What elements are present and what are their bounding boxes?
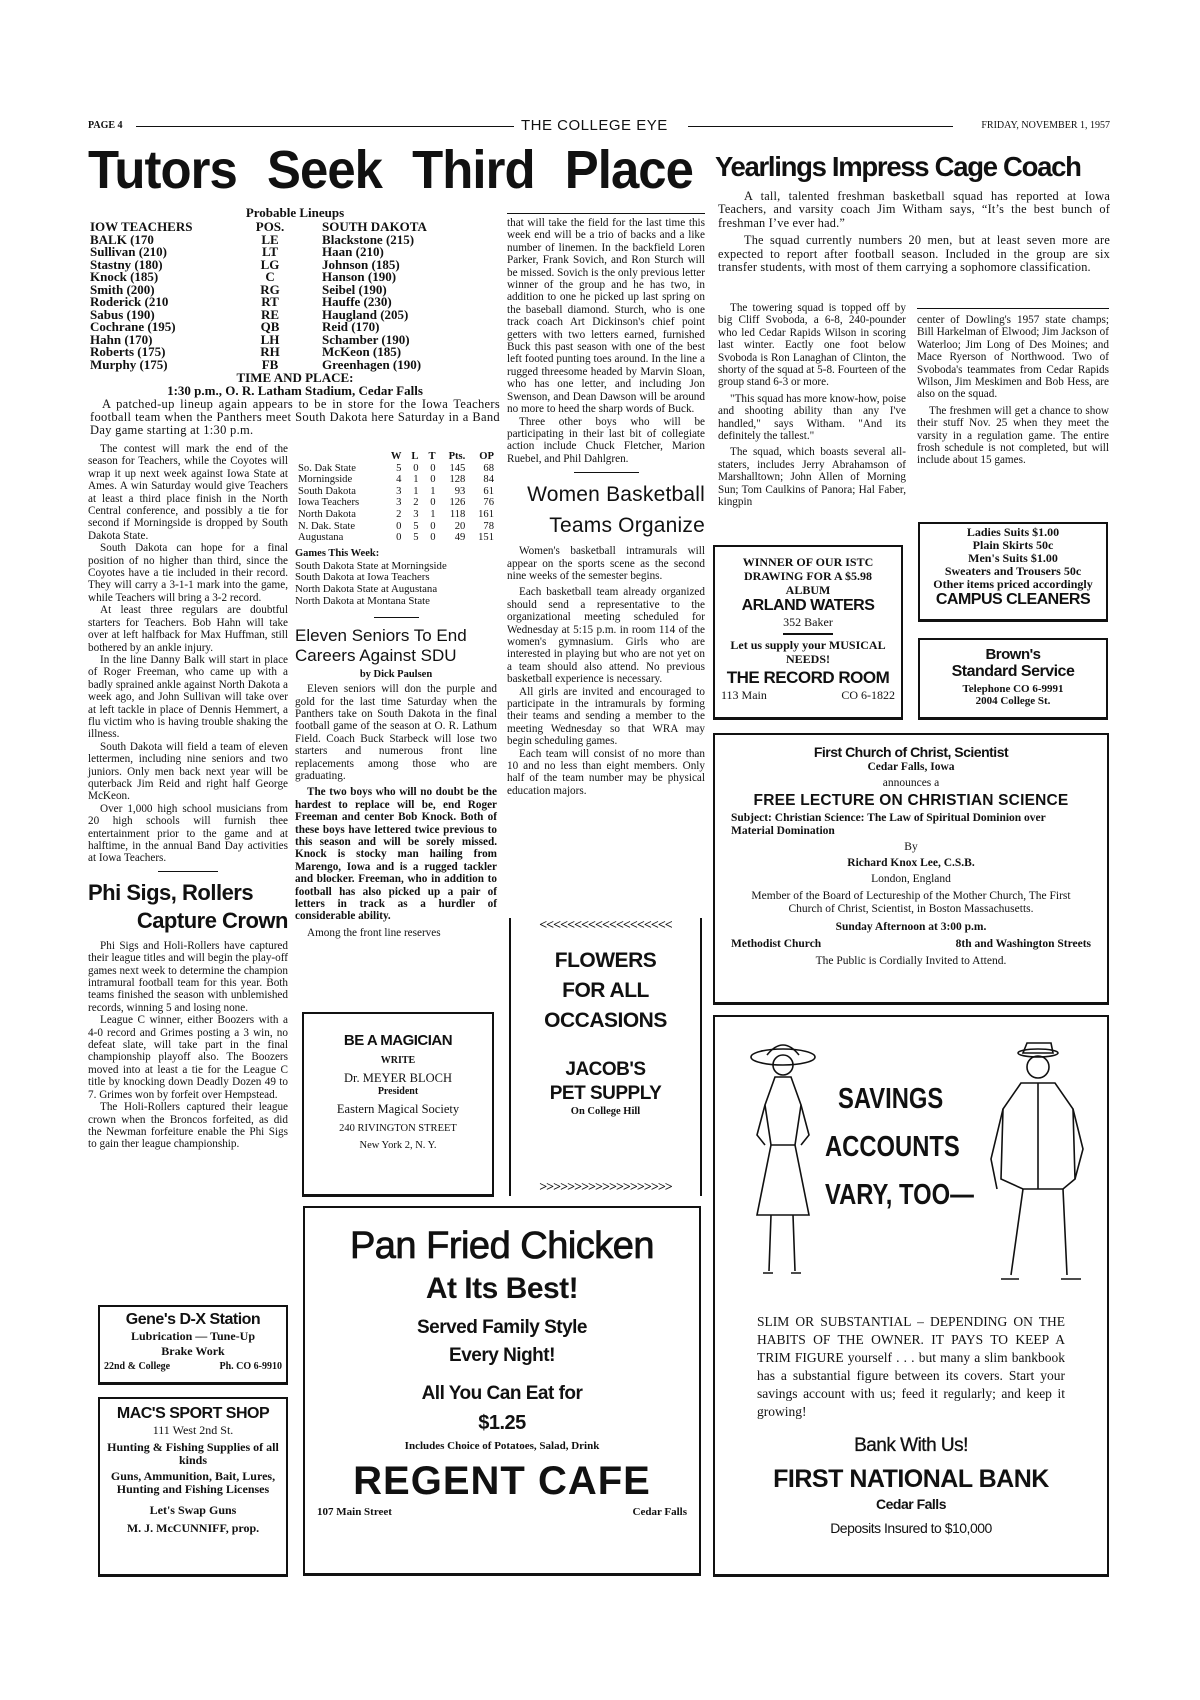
position: LH <box>260 331 280 347</box>
ad-line: President <box>377 1086 419 1097</box>
game-item: North Dakota at Montana State <box>295 594 430 607</box>
woman-illustration <box>735 1035 835 1285</box>
standings-cell: North Dakota <box>298 508 356 520</box>
ad-magician <box>302 1012 494 1197</box>
ad-line: By <box>904 841 918 853</box>
standings-row <box>295 521 497 533</box>
ad-subject: Subject: Christian Science: The Law of Spiritual Dominion over Material Domination <box>731 812 1046 837</box>
home-player: Hahn (170) <box>90 331 153 347</box>
home-player: Murphy (175) <box>90 356 168 372</box>
page-number: PAGE 4 <box>88 120 123 131</box>
paragraph: Three other boys who will be participating in their last bit of collegiate action include Chuck Fletcher, Marion Ruebel, and Phil Dahlgren. <box>507 415 705 465</box>
ad-line: Dr. MEYER BLOCH <box>344 1071 452 1085</box>
ad-line: M. J. McCUNNIFF, prop. <box>126 1521 260 1535</box>
ad-insured: Deposits Insured to $10,000 <box>830 1520 992 1536</box>
position: LT <box>261 244 279 259</box>
standings-cell: 145 <box>449 462 466 474</box>
away-player: Hanson (190) <box>322 269 397 284</box>
paragraph: Each team will consist of no more than 10 and no less than eight members. Only half of the team number may be physical education majors. <box>507 747 705 797</box>
standings-cell: 118 <box>449 508 466 520</box>
position: QB <box>260 319 280 334</box>
ad-first-national-bank <box>713 1015 1109 1577</box>
ad-city: Cedar Falls <box>876 1496 946 1512</box>
standings-cell: 0 <box>430 520 436 532</box>
standings-cell: 0 <box>396 520 402 532</box>
paragraph: The towering squad is topped off by big Cliff Svoboda, a 6-8, 240-pounder who led Cedar Rapids Wilson in scoring last winter. Eactly one foot below Svoboda is Ron Lanaghan of Clinton, the shorty of the squad at 5-8. Fourteen of the group stand 6-3 or more. <box>718 302 906 389</box>
paragraph: A tall, talented freshman basketball squad has reported at Iowa Teachers, and varsity coach Jim Witham says, “It’s the best bunch of freshman I’ve ever had.” <box>718 189 1110 230</box>
standings-cell: 49 <box>454 532 466 544</box>
ad-price-list <box>924 526 1102 591</box>
ad-phone: Ph. CO 6-9910 <box>219 1361 282 1372</box>
standings-row <box>295 497 497 509</box>
position: FB <box>261 356 279 372</box>
ad-name: FIRST NATIONAL BANK <box>773 1465 1049 1493</box>
price-line: Men's Suits $1.00 <box>968 551 1058 565</box>
paragraph: that will take the field for the last time this week end will be a trio of backs and a like number of linemen. In the backfield Loren Parker, Frank Sovich, and Ron Sturch will be missed. Sovich is the only previous letter winner of the group and he has two, in addition to one he picked up last spring on the baseball diamond. Sturch, who is one track coach Art Dickinson's chief point getters with two letters earned, furnished Buck this past season with one of the best left footed punting toes around. In the line a rugged threesome headed by Marvin Sloan, who has one letter, and including Jon Swenson, and Dean Dawson will be around no more to heed the sharp words of Buck. <box>507 217 705 416</box>
byline: by Dick Paulsen <box>359 669 433 681</box>
ad-line: Eastern Magical Society <box>336 1102 460 1116</box>
game-item: North Dakota State at Augustana <box>295 582 438 595</box>
ad-flowers-pet-supply <box>509 918 702 1196</box>
standings-cell: South Dakota <box>298 485 356 497</box>
standings-cell: Augustana <box>298 532 344 544</box>
col-head: POS. <box>255 219 285 234</box>
yearlings-col-b <box>917 308 1109 467</box>
paragraph: The freshmen will get a chance to show their stuff Nov. 25 when they meet the varsity in a regulation game. The entire frosh schedule is not completed, but will include about 15 games. <box>917 404 1109 467</box>
ad-phone: CO 6-1822 <box>841 688 895 702</box>
standings-table <box>295 451 497 544</box>
lineup-table <box>90 221 500 371</box>
away-player: Schamber (190) <box>322 331 410 347</box>
standings-row <box>295 532 497 544</box>
paragraph: "This squad has more know-how, poise and shooting ability than any I've handled," says Witham. "And its definitely the tallest." <box>718 392 906 443</box>
standings-cell: 0 <box>430 462 436 474</box>
standings-cell: 78 <box>483 520 494 532</box>
home-player: Smith (200) <box>90 281 155 297</box>
ad-line: All You Can Eat for <box>421 1383 583 1404</box>
rule <box>688 126 953 127</box>
standings-cell: 0 <box>396 532 402 544</box>
home-player: Sullivan (210) <box>90 244 167 259</box>
standings-cell: 2 <box>396 508 402 520</box>
standings-cell: L <box>411 451 419 462</box>
ad-address: 113 Main <box>721 688 767 702</box>
paragraph: Among the front line reserves <box>307 926 441 939</box>
standings-cell: Morningside <box>298 474 353 486</box>
ad-line: At Its Best! <box>425 1272 579 1305</box>
ad-line: Member of the Board of Lectureship of the Mother Church, The First Church of Christ, Scientist, in Boston Massachusetts. <box>751 890 1071 915</box>
ad-campus-cleaners <box>918 522 1108 622</box>
chevron-border-bottom: >>>>>>>>>>>>>>>>>>> <box>539 1180 672 1195</box>
paragraph: South Dakota will field a team of eleven lettermen, including nine seniors and two juniors. Only men back next year will be quterback Jim Reid and right half George McKeon. <box>88 740 288 803</box>
standings-cell: 76 <box>483 497 494 509</box>
paragraph: The Holi-Rollers captured their league crown when the Broncos forfeited, as did the Newman forfeiture enable the Phi Sigs to gain ther league championship. <box>88 1101 288 1151</box>
ad-title: JACOB'S <box>565 1059 646 1080</box>
ad-line: On College Hill <box>570 1106 641 1117</box>
ad-title-text: THE RECORD ROOM <box>726 668 890 687</box>
ad-address: 22nd & College <box>104 1361 171 1372</box>
ad-macs-sport-shop <box>98 1397 288 1577</box>
tutors-story <box>88 443 288 1151</box>
chevron-border-top: <<<<<<<<<<<<<<<<<<< <box>539 918 672 933</box>
ad-line: Cedar Falls, Iowa <box>867 761 955 773</box>
ad-headline-line: ACCOUNTS <box>825 1131 960 1163</box>
paragraph: League C winner, either Boozers with a 4-0 record and Grimes posting a 3 win, no defeat slate, will take part in the final championship playoff also. The Boozers moved into at least a tie for the League C title by knocking down Deadly Dozen 49 to 7. Grimes won by forfeit over Hempstead. <box>88 1014 288 1101</box>
ad-title: MAC'S SPORT SHOP <box>116 1405 270 1422</box>
ad-title <box>924 591 1102 609</box>
standings-cell: T <box>428 451 436 462</box>
standings-cell: 20 <box>454 520 466 532</box>
divider <box>917 308 1109 309</box>
standings-cell: So. Dak State <box>298 462 356 474</box>
away-player: McKeon (185) <box>322 344 402 359</box>
divider <box>783 633 833 635</box>
position: RE <box>260 306 280 322</box>
headline-yearlings <box>715 150 1110 184</box>
ad-line: Includes Choice of Potatoes, Salad, Drink <box>404 1440 600 1452</box>
ad-city: Cedar Falls <box>632 1506 687 1518</box>
standings-cell: 3 <box>396 497 402 509</box>
paragraph: center of Dowling's 1957 state champs; Bill Harkelman of Elwood; Jim Jackson of Waterloo; Jim Long of Des Moines; and Mace Ryerson of Northwood. Two of Svoboda's teammates from Cedar Rapids Wilson, Jim Meskimen and Bob Hess, are also on the squad. <box>917 314 1109 401</box>
headline-phisigs: Phi Sigs, Rollers <box>88 879 254 905</box>
ad-headline <box>825 1075 974 1219</box>
standings-cell: 151 <box>478 532 494 544</box>
ad-title-text: Pan Fried Chicken <box>349 1225 655 1267</box>
ad-name-text: REGENT CAFE <box>353 1459 651 1503</box>
yearlings-intro <box>718 190 1110 274</box>
game-item: South Dakota at Iowa Teachers <box>295 571 430 584</box>
ad-line: London, England <box>871 873 951 885</box>
col-head: SOUTH DAKOTA <box>322 219 427 234</box>
headline-tutors <box>88 140 693 200</box>
divider <box>374 617 419 618</box>
position: RH <box>260 344 280 359</box>
paragraph: Over 1,000 high school musicians from 20 high schools will furnish thee entertainment prior to the game and at halftime, in the annual Band Day activities at Iowa Teachers. <box>88 802 288 865</box>
standings-cell: 126 <box>449 497 466 509</box>
lead-paragraph: A patched-up lineup again appears to be in store for the Iowa Teachers football team when the Panthers meet South Dakota here Saturday in a Band Day game starting at 1:30 p.m. <box>90 397 500 437</box>
paragraph: All girls are invited and encouraged to participate in the intramurals by forming their teams and sending a member to the meeting Wednesday so that WRA may begin scheduling games. <box>507 685 705 748</box>
divider <box>507 213 705 214</box>
standings-cell: N. Dak. State <box>298 520 356 532</box>
ad-title: Brown's <box>985 646 1041 663</box>
home-player: Sabus (190) <box>90 306 155 322</box>
ad-phone: Telephone CO 6-9991 <box>962 683 1064 695</box>
price-line: Other items priced accordingly <box>933 577 1093 591</box>
standings-cell: 0 <box>413 462 419 474</box>
standings-cell: 3 <box>413 508 419 520</box>
position: RG <box>260 281 280 297</box>
home-player: Stastny (180) <box>90 256 163 272</box>
price-line: Sweaters and Trousers 50c <box>944 564 1082 578</box>
paragraph: The squad currently numbers 20 men, but at least seven more are expected to report after football season. Included in the group are six transfer students, with most of them carrying a sophomore classification. <box>718 233 1110 275</box>
ad-headline-line: SAVINGS <box>837 1083 944 1115</box>
standings-cell: 1 <box>413 474 419 486</box>
ad-title: Standard Service <box>951 663 1075 680</box>
ad-address: 2004 College St. <box>975 695 1051 707</box>
paragraph: Each basketball team already organized should send a representative to the organizational meeting scheduled for Wednesday at 5:15 p.m. in room 114 of the women's gymnasium. Girls who are interested in playing but who are not yet on a team should also attend. No previous basketball experience is necessary. <box>507 586 705 686</box>
home-player: Knock (185) <box>90 269 159 284</box>
away-player: Haugland (205) <box>322 306 409 322</box>
ad-christian-science-lecture <box>713 733 1109 1005</box>
standings-cell: 161 <box>478 508 494 520</box>
away-player: Greenhagen (190) <box>322 356 422 372</box>
ad-title: BE A MAGICIAN <box>343 1032 453 1049</box>
paragraph: In the line Danny Balk will start in place of Roger Freeman, who came up with a badly sprained ankle against North Dakota a week ago, and John Sullivan will take over at left tackle in place of Dennis Hemmert, a flu victim who is having trouble shaking the illness. <box>88 653 288 741</box>
ad-line: Brake Work <box>161 1344 225 1358</box>
home-player: Roderick (210 <box>90 294 169 309</box>
ad-street: 8th and Washington Streets <box>955 938 1091 950</box>
divider <box>158 871 218 872</box>
position: C <box>265 269 275 284</box>
dots <box>295 443 497 451</box>
paragraph: The squad, which boasts several all-staters, includes Jerry Abrahamson of Marshalltown; John Allen of Morning Sun; Tom Caulkins of Panora; Hal Faber, kingpin <box>718 446 906 509</box>
ad-line: Every Night! <box>449 1345 555 1366</box>
masthead <box>88 118 1110 134</box>
ad-line: Guns, Ammunition, Bait, Lures, Hunting and Fishing Licenses <box>110 1469 276 1496</box>
ad-title: PET SUPPLY <box>549 1083 662 1104</box>
position: LG <box>260 256 280 272</box>
ad-title <box>317 1224 687 1268</box>
ad-line: announces a <box>882 777 940 789</box>
ad-record-room <box>713 545 903 720</box>
home-player: Roberts (175) <box>90 344 166 359</box>
games-list <box>295 561 497 607</box>
away-player: Blackstone (215) <box>322 231 415 247</box>
seniors-continued <box>507 213 705 797</box>
home-player: BALK (170 <box>90 231 154 247</box>
lineups <box>90 205 500 437</box>
position: RT <box>261 294 279 309</box>
standings-cell: 5 <box>413 520 419 532</box>
ad-line: WINNER OF OUR ISTC DRAWING FOR A $5.98 ALBUM <box>742 555 874 597</box>
paragraph: The two boys who will no doubt be the hardest to replace will be, end Roger Freeman and center Bob Knock. Both of these boys have lettered twice previous to this season and will be sorely missed. Knock is stocky man hailing from Marengo, Iowa and is a rugged tackler and blocker. Freeman, who in addition to football has also picked up a pair of letters in track as a hurdler of considerable ability. <box>295 786 497 923</box>
standings-cell: 128 <box>449 474 466 486</box>
home-player: Cochrane (195) <box>90 319 176 334</box>
headline-text: Tutors Seek Third Place <box>88 140 693 200</box>
ad-line: 352 Baker <box>783 615 833 629</box>
standings-cell: 0 <box>430 474 436 486</box>
ad-speaker: Richard Knox Lee, C.S.B. <box>847 857 975 869</box>
standings-row <box>295 474 497 486</box>
standings-cell: 0 <box>430 497 436 509</box>
price-line: Plain Skirts 50c <box>972 538 1054 552</box>
standings-cell: Iowa Teachers <box>298 497 360 509</box>
ad-when: Sunday Afternoon at 3:00 p.m. <box>835 921 987 933</box>
ad-line: The Public is Cordially Invited to Attend. <box>815 955 1007 967</box>
ad-title: Gene's D-X Station <box>125 1311 261 1328</box>
ad-name <box>317 1456 687 1506</box>
standings-cell: 2 <box>413 497 419 509</box>
ad-lower <box>715 1313 1107 1536</box>
ad-headline-line: VARY, TOO— <box>825 1179 974 1211</box>
ad-place: Methodist Church <box>731 938 822 950</box>
ad-title: First Church of Christ, Scientist <box>813 744 1009 760</box>
ad-line: OCCASIONS <box>544 1009 667 1032</box>
away-player: Reid (170) <box>322 319 380 334</box>
standings-cell: 5 <box>413 532 419 544</box>
divider <box>574 472 639 473</box>
ad-genes-dx <box>98 1305 288 1385</box>
standings-row <box>295 509 497 521</box>
ad-winner: ARLAND WATERS <box>741 597 875 614</box>
ad-regent-cafe <box>303 1206 701 1576</box>
standings-cell: 93 <box>454 485 466 497</box>
ad-line: New York 2, N. Y. <box>359 1140 437 1151</box>
standings-cell: 1 <box>413 485 419 497</box>
standings <box>295 443 497 939</box>
standings-cell: 1 <box>430 508 436 520</box>
headline-text: Yearlings Impress Cage Coach <box>715 151 1081 182</box>
ad-line: FLOWERS <box>554 949 657 972</box>
away-player: Hauffe (230) <box>322 294 392 309</box>
paragraph: The contest will mark the end of the season for Teachers, while the Coyotes will wrap it up next week against Iowa State at Ames. A win Saturday would give Teachers at least a third place finish in the North Central conference, and possibly a tie for second if Morningside is dropped by South Dakota State. <box>88 443 288 542</box>
standings-cell: 61 <box>483 485 494 497</box>
standings-cell: 84 <box>483 474 494 486</box>
paragraph: South Dakota can hope for a final position of no higher than third, since the Coyotes have a tie included in their record. They will carry a 3-1-1 mark into the game, while Teachers will bring a 3-2 record. <box>88 542 288 604</box>
paragraph: Phi Sigs and Holi-Rollers have captured their league titles and will begin the play-off games next week to determine the champion intramural football team for this year. Both teams finished the season with unblemished records, winning 5 and losing none. <box>88 939 288 1014</box>
rule <box>136 126 514 127</box>
standings-row <box>295 463 497 475</box>
standings-cell: 3 <box>396 485 402 497</box>
headline-women: Women Basketball Teams Organize <box>527 483 705 538</box>
standings-header <box>295 451 497 463</box>
ad-line: Lubrication — Tune-Up <box>130 1329 256 1343</box>
standings-cell: 0 <box>430 532 436 544</box>
headline-phisigs-2: Capture Crown <box>136 907 288 933</box>
ad-body: SLIM OR SUBSTANTIAL – DEPENDING ON THE HABITS OF THE OWNER. IT PAYS TO KEEP A TRIM FIGURE yourself . . . but many a slim bankbook has a substantial figure between its covers. Start your savings account with us; feed it regularly; and keep it growing! <box>757 1314 1065 1419</box>
ad-lecture-title-text: FREE LECTURE ON CHRISTIAN SCIENCE <box>753 792 1069 809</box>
paragraph: At least three regulars are doubtful starters for Teachers. Bob Hahn will take over at left halfback for Max Huffman, still bothered by an ankle injury. <box>88 604 288 654</box>
headline-seniors: Eleven Seniors To End Careers Against SDU <box>295 626 467 666</box>
paragraph: Eleven seniors will don the purple and gold for the last time Saturday when the Panthers take on South Dakota in the final football game of the season at O. R. Lathum Field. Coach Buck Starbeck will lose two starters and numerous front line replacements among those who are graduating. <box>295 683 497 782</box>
paragraph: Women's basketball intramurals will appear on the sports scene as the second nine weeks of the semester begins. <box>507 545 705 582</box>
standings-cell: W <box>390 451 402 462</box>
yearlings-col-a <box>718 302 906 509</box>
paper-name: THE COLLEGE EYE <box>521 117 668 134</box>
price-line: Ladies Suits $1.00 <box>966 525 1060 539</box>
ad-browns-standard <box>918 638 1108 720</box>
man-illustration <box>983 1039 1093 1299</box>
ad-title-text: CAMPUS CLEANERS <box>935 591 1091 608</box>
standings-cell: 1 <box>430 485 436 497</box>
standings-cell: 5 <box>396 462 402 474</box>
ad-line: FOR ALL <box>562 979 649 1002</box>
standings-row <box>295 486 497 498</box>
games-label: Games This Week: <box>295 547 380 559</box>
lineup-title: Probable Lineups <box>245 205 345 220</box>
ad-title <box>721 668 895 688</box>
ad-line: 240 RIVINGTON STREET <box>339 1123 457 1134</box>
ad-lecture-title <box>731 790 1091 812</box>
time-place: 1:30 p.m., O. R. Latham Stadium, Cedar Falls <box>167 383 423 398</box>
ad-address: 107 Main Street <box>317 1506 392 1518</box>
ad-cta: Bank With Us! <box>854 1435 968 1456</box>
standings-cell: 68 <box>483 462 494 474</box>
issue-date: FRIDAY, NOVEMBER 1, 1957 <box>981 120 1110 131</box>
standings-cell: OP <box>479 451 494 462</box>
ad-line: Let's Swap Guns <box>149 1503 237 1517</box>
ad-address: 111 West 2nd St. <box>152 1423 234 1437</box>
standings-cell <box>295 451 383 463</box>
standings-cell: Pts. <box>448 451 466 462</box>
ad-line: WRITE <box>380 1055 416 1066</box>
ad-line: Let us supply your MUSICAL NEEDS! <box>730 638 886 666</box>
position: LE <box>261 231 279 247</box>
time-place-label: TIME AND PLACE: <box>236 370 354 385</box>
away-player: Seibel (190) <box>322 281 387 297</box>
col-head: IOW TEACHERS <box>90 219 193 234</box>
ad-line: Hunting & Fishing Supplies of all kinds <box>107 1440 279 1467</box>
ad-line: Served Family Style <box>416 1317 588 1338</box>
away-player: Johnson (185) <box>322 256 400 272</box>
away-player: Haan (210) <box>322 244 384 259</box>
ad-price: $1.25 <box>478 1412 526 1434</box>
game-item: South Dakota State at Morningside <box>295 559 447 572</box>
standings-cell: 4 <box>396 474 402 486</box>
